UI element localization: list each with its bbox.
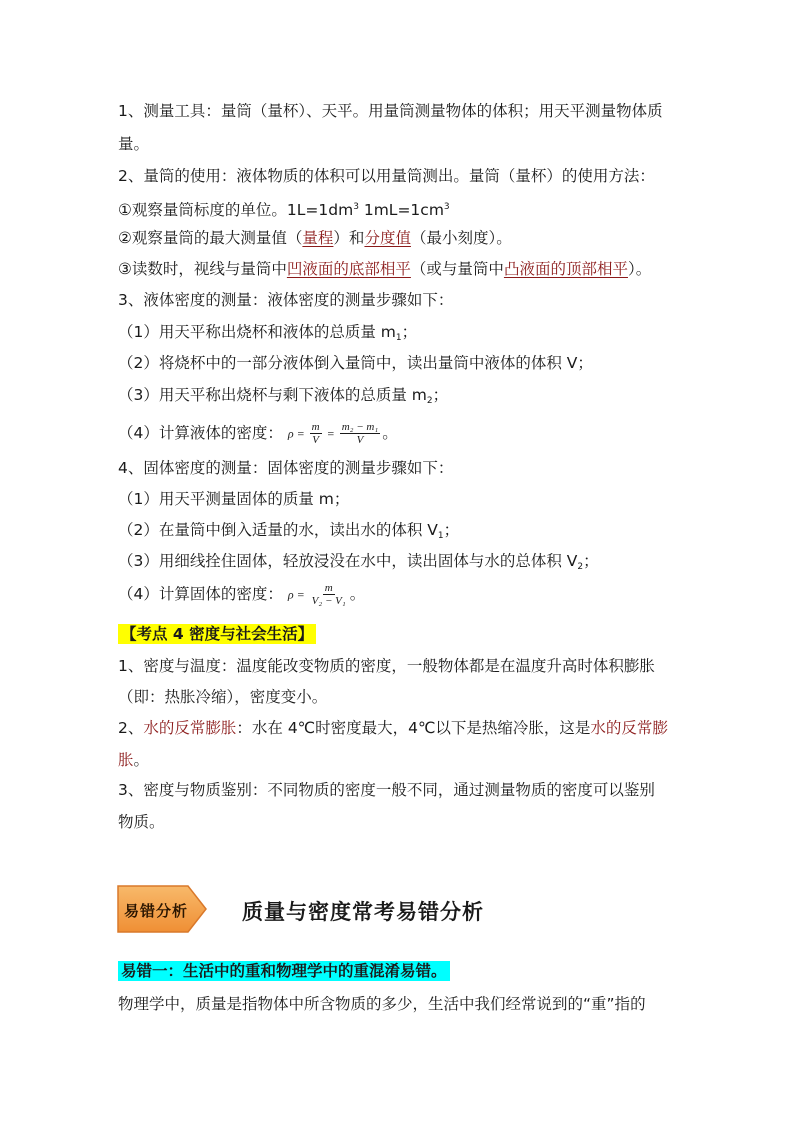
paragraph-line: 3、密度与物质鉴别：不同物质的密度一般不同，通过测量物质的密度可以鉴别 (118, 781, 655, 799)
paragraph-line: 1、密度与温度：温度能改变物质的密度，一般物体都是在温度升高时体积膨胀 (118, 657, 655, 675)
paragraph-line (118, 197, 450, 220)
superscript: 3 (443, 202, 450, 212)
paragraph-line: （2）将烧杯中的一部分液体倒入量筒中，读出量筒中液体的体积 V； (118, 354, 593, 372)
subscript: 2 (577, 562, 584, 572)
equals-sign: = (323, 426, 338, 441)
fraction-numerator: m (311, 421, 320, 433)
text-segment: 。 (349, 585, 366, 603)
subscript: 1 (395, 333, 402, 343)
text-segment: ； (443, 521, 460, 539)
error-heading (118, 961, 450, 981)
paragraph-line (118, 551, 599, 577)
kaodian-highlight: 【考点 4 密度与社会生活】 (118, 624, 316, 644)
subscript: 1 (437, 531, 444, 541)
paragraph-line: 2、量筒的使用：液体物质的体积可以用量筒测出。量筒（量杯）的使用方法： (118, 167, 655, 185)
text-segment: （1）用天平称出烧杯和液体的总质量 m (118, 323, 396, 341)
paragraph-line: 3、液体密度的测量：液体密度的测量步骤如下： (118, 291, 454, 309)
paragraph-line: （即：热胀冷缩），密度变小。 (118, 688, 328, 706)
text-segment: （4）计算液体的密度： (118, 424, 283, 442)
keyword-concave: 凹液面的底部相平 (286, 260, 411, 278)
keyword-anomalous-expansion: 水的反常膨胀 (143, 719, 237, 737)
paragraph-line: 物质。 (118, 813, 165, 831)
text-segment: ）。 (627, 260, 652, 278)
text-segment: ； (401, 323, 418, 341)
keyword-anomalous-expansion: 胀 (118, 751, 134, 769)
paragraph-line (118, 520, 459, 546)
text-segment: （3）用天平称出烧杯与剩下液体的总质量 m (118, 386, 427, 404)
keyword-range: 量程 (302, 229, 334, 247)
keyword-division: 分度值 (364, 229, 411, 247)
fraction-m-over-v (310, 421, 322, 446)
rho-symbol: ρ = (287, 426, 308, 441)
fraction-mass-difference (340, 421, 380, 446)
section-title: 质量与密度常考易错分析 (242, 900, 484, 924)
text-segment: 2、 (118, 719, 144, 737)
text-segment: （3）用细线拴住固体，轻放浸没在水中，读出固体与水的总体积 V (118, 552, 578, 570)
fraction-numerator: m (324, 582, 333, 594)
paragraph-line: 4、固体密度的测量：固体密度的测量步骤如下： (118, 459, 454, 477)
text-segment: ①观察量筒标度的单位。1L=1dm (118, 201, 354, 219)
text-segment: ②观察量筒的最大测量值（ (118, 229, 303, 247)
paragraph-line (118, 750, 149, 770)
text-segment: 1mL=1cm (358, 201, 444, 219)
fraction-denominator: V₂ − V₁ (311, 595, 346, 607)
fraction-solid-density (310, 582, 348, 607)
superscript: 3 (353, 202, 359, 212)
text-segment: ：水在 4℃时密度最大，4℃以下是热缩冷胀，这是 (236, 719, 591, 737)
subscript: 2 (426, 396, 433, 406)
text-segment: （4）计算固体的密度： (118, 585, 283, 603)
text-segment: ； (583, 552, 599, 570)
error-heading-highlight: 易错一：生活中的重和物理学中的重混淆易错。 (118, 961, 450, 981)
fraction-denominator: V (356, 434, 364, 446)
paragraph-line (118, 421, 398, 446)
paragraph-line (118, 582, 365, 607)
paragraph-line: 量。 (118, 135, 150, 153)
text-segment: （最小刻度）。 (410, 229, 512, 247)
paragraph-line (118, 322, 417, 348)
keyword-convex: 凸液面的顶部相平 (503, 260, 628, 278)
text-segment: （或与量筒中 (410, 260, 504, 278)
fraction-numerator: m₂ − m₁ (341, 421, 379, 433)
fraction-denominator: V (312, 434, 320, 446)
paragraph-line (118, 718, 668, 738)
keyword-anomalous-expansion: 水的反常膨 (590, 719, 668, 737)
text-segment: 。 (382, 424, 398, 442)
text-segment: 。 (133, 751, 150, 769)
paragraph-line: （1）用天平测量固体的质量 m； (118, 490, 350, 508)
paragraph-line: 物理学中，质量是指物体中所含物质的多少，生活中我们经常说到的“重”指的 (118, 995, 646, 1013)
text-segment: ）和 (333, 229, 365, 247)
banner-label: 易错分析 (124, 902, 189, 920)
rho-symbol: ρ = (287, 587, 308, 602)
paragraph-line (118, 259, 651, 279)
text-segment: （2）在量筒中倒入适量的水，读出水的体积 V (118, 521, 438, 539)
paragraph-line (118, 385, 448, 411)
paragraph-line: 1、测量工具：量筒（量杯）、天平。用量筒测量物体的体积；用天平测量物体质 (118, 102, 663, 120)
paragraph-line (118, 228, 512, 248)
text-segment: ； (432, 386, 449, 404)
text-segment: ③读数时，视线与量筒中 (118, 260, 287, 278)
section-heading (118, 624, 316, 644)
